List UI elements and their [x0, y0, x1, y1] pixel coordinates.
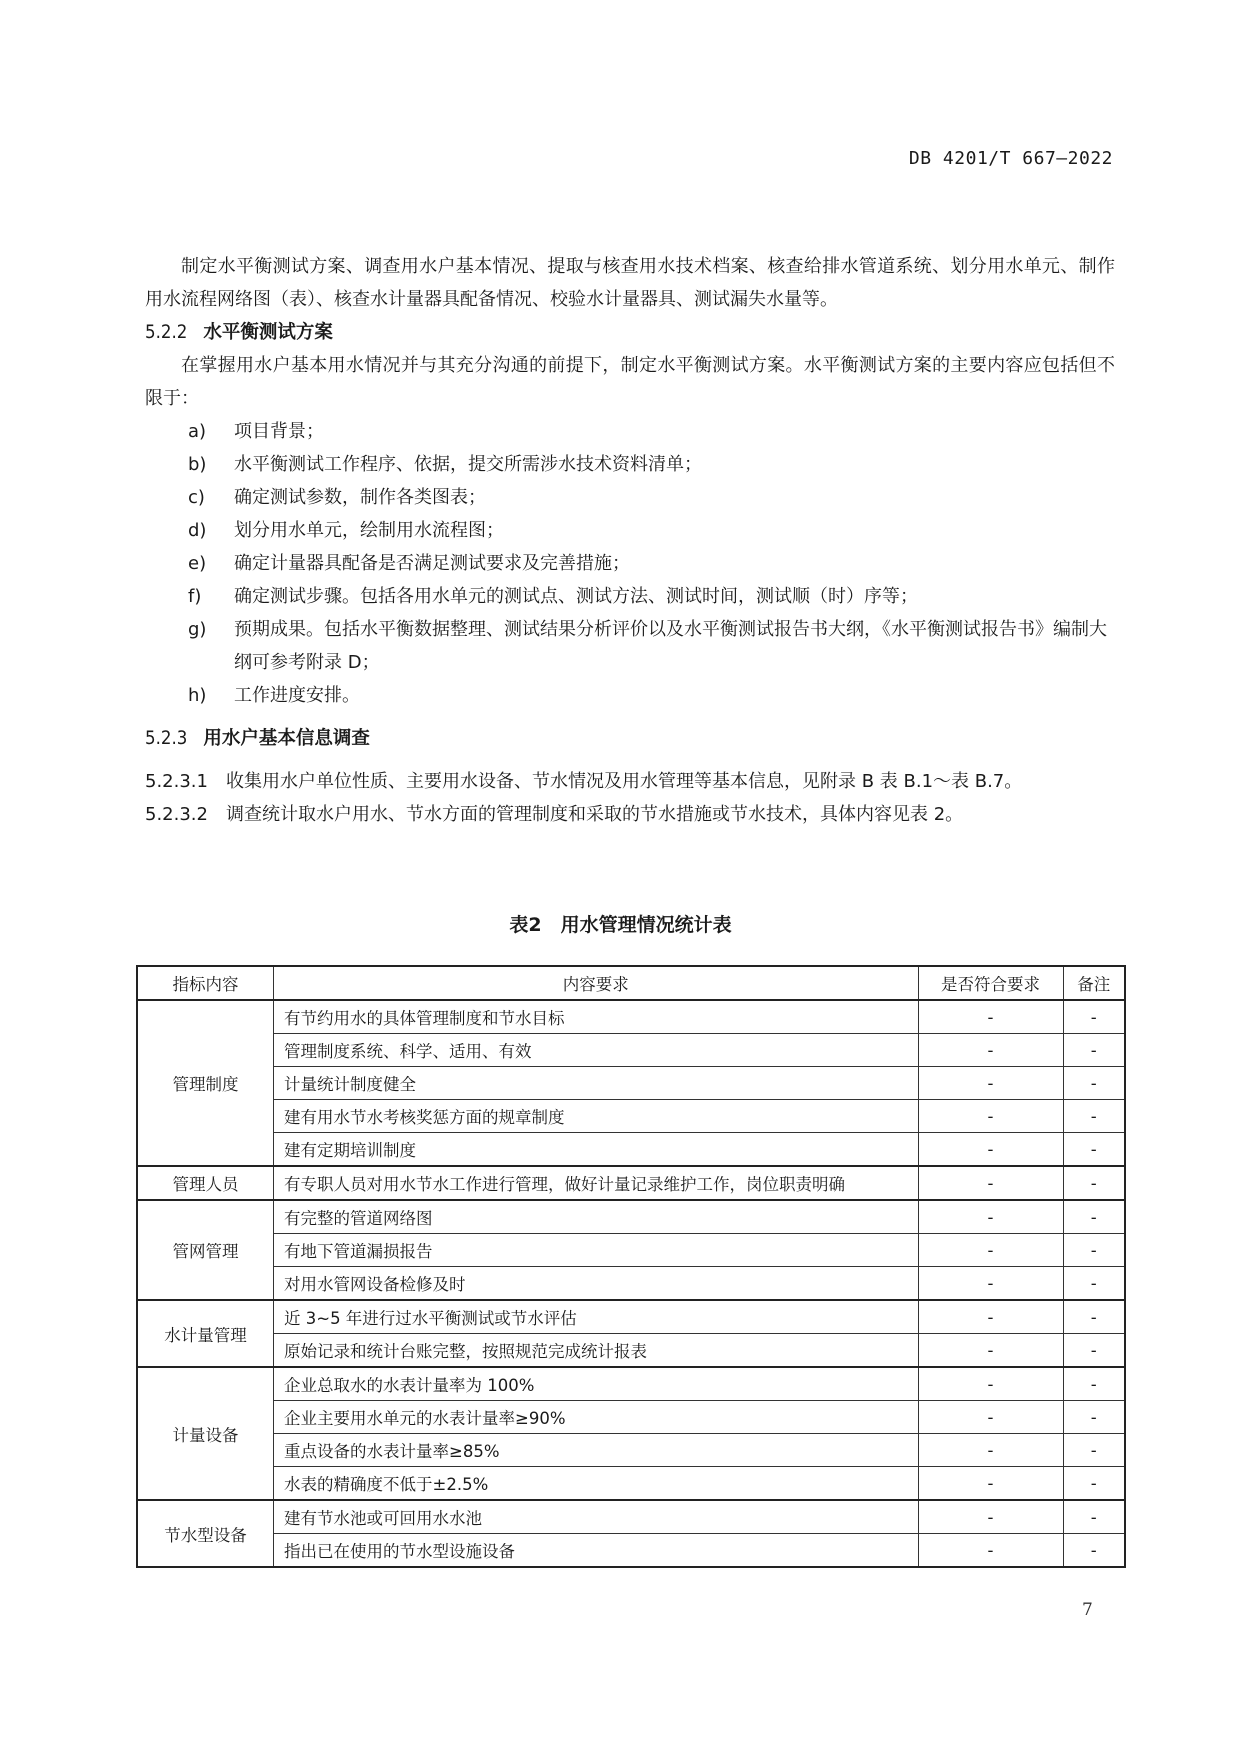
section-title: 用水户基本信息调查 [203, 728, 370, 749]
header-compliance: 是否符合要求 [918, 966, 1063, 1000]
clause-number: 5.2.3.1 [145, 771, 208, 792]
category-cell: 计量设备 [137, 1367, 274, 1500]
requirement-cell: 水表的精确度不低于±2.5% [274, 1467, 919, 1501]
table-row [137, 1200, 1125, 1234]
list-marker: d) [188, 520, 207, 541]
requirement-cell: 建有定期培训制度 [274, 1133, 919, 1167]
remarks-cell: - [1063, 1166, 1125, 1200]
category-cell: 管理人员 [137, 1166, 274, 1200]
list-marker: b) [188, 454, 207, 475]
compliance-cell: - [918, 1500, 1063, 1534]
clause-text: 调查统计取水户用水、节水方面的管理制度和采取的节水措施或节水技术，具体内容见表 2。 [225, 804, 964, 825]
list-text: 确定测试步骤。包括各用水单元的测试点、测试方法、测试时间，测试顺（时）序等； [234, 586, 918, 607]
compliance-cell: - [918, 1367, 1063, 1401]
list-text: 工作进度安排。 [234, 685, 360, 706]
requirement-cell: 建有节水池或可回用水水池 [274, 1500, 919, 1534]
requirement-cell: 计量统计制度健全 [274, 1067, 919, 1100]
list-text: 项目背景； [234, 421, 324, 442]
compliance-cell: - [918, 1267, 1063, 1301]
remarks-cell: - [1063, 1200, 1125, 1234]
requirement-cell: 有节约用水的具体管理制度和节水目标 [274, 1000, 919, 1034]
list-item [145, 415, 1115, 448]
compliance-cell: - [918, 1434, 1063, 1467]
clause-5-2-3-2 [145, 798, 1115, 831]
page-number: 7 [1082, 1600, 1093, 1620]
clause-text: 收集用水户单位性质、主要用水设备、节水情况及用水管理等基本信息，见附录 B 表 B.1～表 B.7。 [225, 771, 1023, 792]
table-row [137, 1100, 1125, 1133]
category-cell: 管网管理 [137, 1200, 274, 1300]
remarks-cell: - [1063, 1500, 1125, 1534]
table-row [137, 1467, 1125, 1501]
remarks-cell: - [1063, 1133, 1125, 1167]
requirement-cell: 管理制度系统、科学、适用、有效 [274, 1034, 919, 1067]
document-body [145, 250, 1115, 831]
clause-number: 5.2.3.2 [145, 804, 208, 825]
table-row [137, 1334, 1125, 1368]
list-text: 预期成果。包括水平衡数据整理、测试结果分析评价以及水平衡测试报告书大纲，《水平衡测试报告书》编制大纲可参考附录 D； [234, 619, 1107, 673]
requirement-cell: 有地下管道漏损报告 [274, 1234, 919, 1267]
list-marker: f) [188, 586, 202, 607]
section-number: 5.2.3 [145, 728, 188, 749]
remarks-cell: - [1063, 1067, 1125, 1100]
table-row [137, 1067, 1125, 1100]
compliance-cell: - [918, 1100, 1063, 1133]
list-marker: h) [188, 685, 207, 706]
remarks-cell: - [1063, 1000, 1125, 1034]
header-remarks: 备注 [1063, 966, 1125, 1000]
compliance-cell: - [918, 1067, 1063, 1100]
requirement-cell: 企业总取水的水表计量率为 100% [274, 1367, 919, 1401]
list-item [145, 547, 1115, 580]
remarks-cell: - [1063, 1467, 1125, 1501]
section-5-2-2-list [145, 415, 1115, 712]
requirement-cell: 建有用水节水考核奖惩方面的规章制度 [274, 1100, 919, 1133]
section-title: 水平衡测试方案 [203, 322, 333, 343]
clause-5-2-3-1 [145, 765, 1115, 798]
table-row [137, 1034, 1125, 1067]
remarks-cell: - [1063, 1234, 1125, 1267]
list-marker: a) [188, 421, 207, 442]
requirement-cell: 原始记录和统计台账完整，按照规范完成统计报表 [274, 1334, 919, 1368]
compliance-cell: - [918, 1401, 1063, 1434]
compliance-cell: - [918, 1534, 1063, 1568]
remarks-cell: - [1063, 1434, 1125, 1467]
section-heading-5-2-3 [145, 722, 1115, 755]
compliance-cell: - [918, 1200, 1063, 1234]
intro-paragraph: 制定水平衡测试方案、调查用水户基本情况、提取与核查用水技术档案、核查给排水管道系统、划分用水单元、制作用水流程网络图（表）、核查水计量器具配备情况、校验水计量器具、测试漏失水量等。 [145, 256, 1115, 310]
requirement-cell: 企业主要用水单元的水表计量率≥90% [274, 1401, 919, 1434]
remarks-cell: - [1063, 1401, 1125, 1434]
list-text: 水平衡测试工作程序、依据，提交所需涉水技术资料清单； [234, 454, 702, 475]
compliance-cell: - [918, 1000, 1063, 1034]
remarks-cell: - [1063, 1334, 1125, 1368]
table-row [137, 1500, 1125, 1534]
table-row [137, 1166, 1125, 1200]
remarks-cell: - [1063, 1034, 1125, 1067]
table-header-row [137, 966, 1125, 1000]
list-item [145, 514, 1115, 547]
remarks-cell: - [1063, 1300, 1125, 1334]
compliance-cell: - [918, 1300, 1063, 1334]
list-item [145, 448, 1115, 481]
table-row [137, 1234, 1125, 1267]
compliance-cell: - [918, 1234, 1063, 1267]
table-title: 表2 用水管理情况统计表 [509, 914, 732, 936]
list-item [145, 481, 1115, 514]
remarks-cell: - [1063, 1100, 1125, 1133]
requirement-cell: 近 3~5 年进行过水平衡测试或节水评估 [274, 1300, 919, 1334]
remarks-cell: - [1063, 1267, 1125, 1301]
requirement-cell: 有完整的管道网络图 [274, 1200, 919, 1234]
compliance-cell: - [918, 1133, 1063, 1167]
table-row [137, 1300, 1125, 1334]
list-item [145, 613, 1115, 679]
remarks-cell: - [1063, 1367, 1125, 1401]
list-text: 划分用水单元，绘制用水流程图； [234, 520, 504, 541]
list-item [145, 580, 1115, 613]
category-cell: 管理制度 [137, 1000, 274, 1166]
requirement-cell: 对用水管网设备检修及时 [274, 1267, 919, 1301]
list-marker: e) [188, 553, 207, 574]
table-row [137, 1367, 1125, 1401]
list-marker: c) [188, 487, 205, 508]
compliance-cell: - [918, 1166, 1063, 1200]
section-heading-5-2-2 [145, 316, 1115, 349]
list-text: 确定测试参数，制作各类图表； [234, 487, 486, 508]
table-row [137, 1267, 1125, 1301]
header-requirement: 内容要求 [274, 966, 919, 1000]
table-row [137, 1401, 1125, 1434]
remarks-cell: - [1063, 1534, 1125, 1568]
category-cell: 水计量管理 [137, 1300, 274, 1367]
category-cell: 节水型设备 [137, 1500, 274, 1567]
requirement-cell: 有专职人员对用水节水工作进行管理，做好计量记录维护工作，岗位职责明确 [274, 1166, 919, 1200]
compliance-cell: - [918, 1034, 1063, 1067]
table-row [137, 1000, 1125, 1034]
list-item [145, 679, 1115, 712]
section-number: 5.2.2 [145, 322, 188, 343]
requirement-cell: 重点设备的水表计量率≥85% [274, 1434, 919, 1467]
document-code: DB 4201/T 667—2022 [908, 148, 1113, 169]
table-row [137, 1434, 1125, 1467]
water-management-table [136, 965, 1126, 1568]
table-row [137, 1133, 1125, 1167]
list-marker: g) [188, 619, 207, 640]
section-5-2-2-paragraph: 在掌握用水户基本用水情况并与其充分沟通的前提下，制定水平衡测试方案。水平衡测试方案的主要内容应包括但不限于： [145, 355, 1115, 409]
header-indicator: 指标内容 [137, 966, 274, 1000]
requirement-cell: 指出已在使用的节水型设施设备 [274, 1534, 919, 1568]
list-text: 确定计量器具配备是否满足测试要求及完善措施； [234, 553, 630, 574]
table-row [137, 1534, 1125, 1568]
compliance-cell: - [918, 1467, 1063, 1501]
compliance-cell: - [918, 1334, 1063, 1368]
